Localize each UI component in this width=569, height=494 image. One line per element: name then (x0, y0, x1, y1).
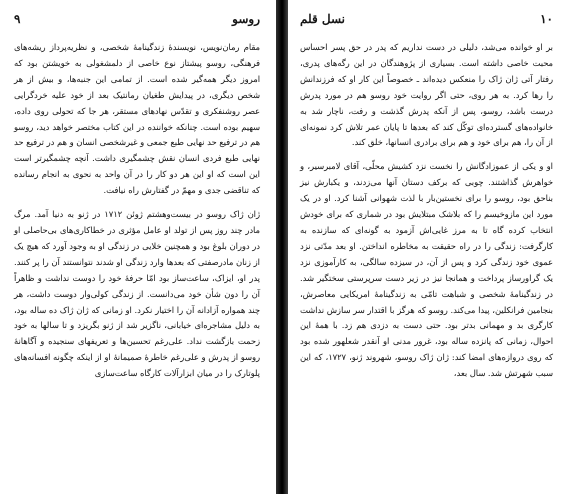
right-paragraph-2: او و یکی از عموزادگانش را نخست نزد کشیش محلّی، آقای لامبرسیر، و خواهرش گذاشتند. چوبی که برکف دستان آنها می‌زدند، و یکبارش نیز بناحق بود، روسو را برای نخستین‌بار با لذت شهوانی آشنا کرد. او در یک مورد این مازوخیسم را که بلاشک مبتلایش بود در شماری که برای خودش انتخاب کرده گاه تا به مرز غایی‌اش آزمود به گونه‌ای که سازنده به کارگرفت: زندگی را در راه حقیقت به مخاطره انداختن. او بعد مدّتی نزد عموی خود زندگی کرد و پس از آن، در سیزده سالگی، به کارآموزی نزد یک گراورساز پرداخت و همانجا نیز در زیر دست سرپرستی سختگیر شد. در زندگینامهٔ شخصی و شباهت تامّی به زندگینامهٔ امریکایی معاصرش، بنجامین فرانکلین، پیدا می‌کند. روسو که هرگز با اقتدار سر سازش نداشت کارگری بد و مهمانی بدتر بود. حتی دست به دزدی هم زد. با همهٔ این احوال، زمانی که پانزده ساله بود، غرور مدنی او آنقدر شعلهور شده بود که روی دروازه‌های امضا کند: ژان ژاک روسو، شهروند ژنو، ۱۷۲۷، که این سبب شهرتش شد. سال بعد، (300, 161, 554, 379)
left-paragraph-2: ژان ژاک روسو در بیست‌وهشتم ژوئن ۱۷۱۲ در ژنو به دنیا آمد. مرگ مادر چند روز پس از تولد او عامل مؤثری در خطاکاری‌های بی‌حاصلی او در دوران بلوغ بود و همچنین خلایی در زندگی او به وجود آورد که هیچ یک از زنان مادرصفتی که بعدها وارد زندگی او شدند نتوانستند آن را پر کنند. پدر او، ایزاک، ساعت‌ساز بود امّا حرفهٔ خود را دوست نداشت و ظاهراً آن را دون شأن خود می‌دانست. از زندگی کولی‌وار دوست داشت، هر چند همواره آزادانه آن را اختیار نکرد. او زمانی که ژان ژاک ده ساله بود، به دلیل مشاجره‌ای خیابانی، ناگزیر شد از ژنو بگریزد و تا سالها به خود زحمت بازگشت نداد. علی‌رغم تحسین‌ها و تعریفهای سنجیده و آگاهانهٔ روسو از پدرش و علی‌رغم خاطرهٔ صمیمانهٔ او از اینکه چگونه افسانه‌های پلوتارک را در میان ابزارآلات کارگاه ساعت‌سازی (14, 209, 260, 379)
left-page-header (14, 12, 260, 28)
right-page-number: ۱۰ (540, 12, 553, 26)
book-gutter (276, 0, 288, 494)
left-page-number: ۹ (14, 12, 21, 26)
left-running-title: روسو (232, 12, 260, 26)
right-paragraph-1: بر او خوانده می‌شد، دلیلی در دست نداریم که پدر در حق پسر احساس محبت خاصی داشته است. بسیاری از پژوهندگان در این رگه‌های پدری، رفتار آتی ژان ژاک را منعکس دیده‌اند ـ خصوصاً این کار او که فرزندانش را رها کرد. به هر روی، حتی اگر روایت خود روسو هم در مورد پدرش درست باشد، روسو، پس از آنکه پدرش گذشت و رفت، ناچار شد به خانواده‌های گسترده‌ای توکّل کند که بعدها تا پایان عمر تلاش کرد نمونه‌ای از آن را، هم برای خود و هم برای برادری انسانها، خلق کند. (300, 42, 553, 148)
right-page (288, 0, 569, 494)
left-page (0, 0, 276, 494)
left-paragraph-1: مقام رمان‌نویس، نویسندهٔ زندگینامهٔ شخصی، و نظریه‌پرداز ریشه‌های فرهنگی، روسو پیشتاز نوع خاصی از دلمشغولی به خویشتن بود که امروز دیگر همه‌گیر شده است. از تمامی این جنبه‌ها، و بیش از هر شخص دیگری، در پیدایش طغیان رمانتیک بعد از خود علیه خردگرایی عصر روشنفکری و تقدّس نهادهای مستقر، هر جا که تحولی روی داده، سهیم بوده است. چنانکه خواننده در این کتاب مختصر خواهد دید، روسو هم در ترفیع حد نهایی طبع جمعی و غیرشخصی انسان و هم در ترفیع حد نهایی طبع فردی انسان نقش چشمگیری داشت. آنچه چشمگیرتر است این است که او این هر دو کار را در آن واحد به نحوی به انجام رسانده که تناقضی جدی و مهمّ در گفتارش راه نیافت. (14, 42, 260, 196)
right-page-header (300, 12, 553, 28)
right-running-title: نسل قلم (300, 12, 346, 26)
